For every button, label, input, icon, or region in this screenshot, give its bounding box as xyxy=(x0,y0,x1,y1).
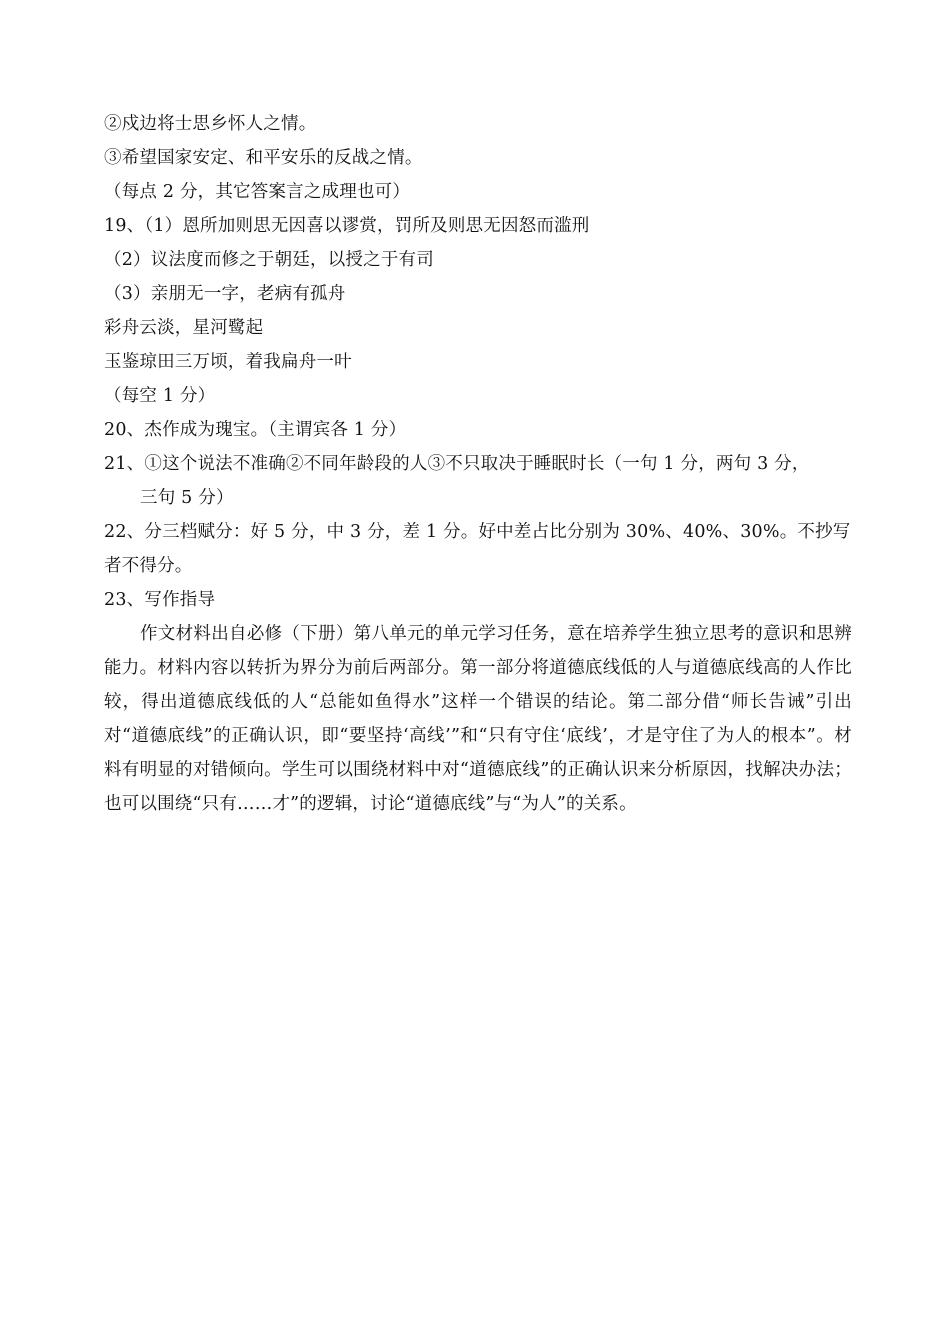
answer-18-point-2: ②戍边将士思乡怀人之情。 xyxy=(104,114,317,134)
answer-22-line-2: 者不得分。 xyxy=(104,556,193,576)
answer-19-part-3c: 玉鉴琼田三万顷，着我扁舟一叶 xyxy=(104,352,352,372)
answer-19-part-1: 19、（1）恩所加则思无因喜以谬赏，罚所及则思无因怒而滥刑 xyxy=(104,216,590,236)
answer-key-content xyxy=(104,107,852,821)
answer-18-point-3: ③希望国家安定、和平安乐的反战之情。 xyxy=(104,148,423,168)
answer-19-scoring-note: （每空 1 分） xyxy=(104,386,216,406)
answer-21-line-1: 21、①这个说法不准确②不同年龄段的人③不只取决于睡眠时长（一句 1 分，两句 3 分， xyxy=(104,454,810,474)
answer-19-part-2: （2）议法度而修之于朝廷，以授之于有司 xyxy=(104,250,434,270)
answer-22-line-1: 22、分三档赋分：好 5 分，中 3 分，差 1 分。好中差占比分别为 30%、40%、30%。不抄写 xyxy=(104,522,851,542)
answer-19-part-3b: 彩舟云淡，星河鹭起 xyxy=(104,318,264,338)
answer-21-line-2: 三句 5 分） xyxy=(140,488,234,508)
answer-18-scoring-note: （每点 2 分，其它答案言之成理也可） xyxy=(104,182,411,202)
answer-20: 20、杰作成为瑰宝。（主谓宾各 1 分） xyxy=(104,420,407,440)
answer-23-paragraph: 作文材料出自必修（下册）第八单元的单元学习任务，意在培养学生独立思考的意识和思辨能力。材料内容以转折为界分为前后两部分。第一部分将道德底线低的人与道德底线高的人作比较，得出道德底线低的人“总能如鱼得水”这样一个错误的结论。第二部分借“师长告诫”引出对“道德底线”的正确认识，即“要坚持‘高线’”和“只有守住‘底线’，才是守住了为人的根本”。材料有明显的对错倾向。学生可以围绕材料中对“道德底线”的正确认识来分析原因，找解决办法；也可以围绕“只有……才”的逻辑，讨论“道德底线”与“为人”的关系。 xyxy=(104,624,852,814)
answer-19-part-3a: （3）亲朋无一字，老病有孤舟 xyxy=(104,284,346,304)
answer-23-heading: 23、写作指导 xyxy=(104,590,216,610)
